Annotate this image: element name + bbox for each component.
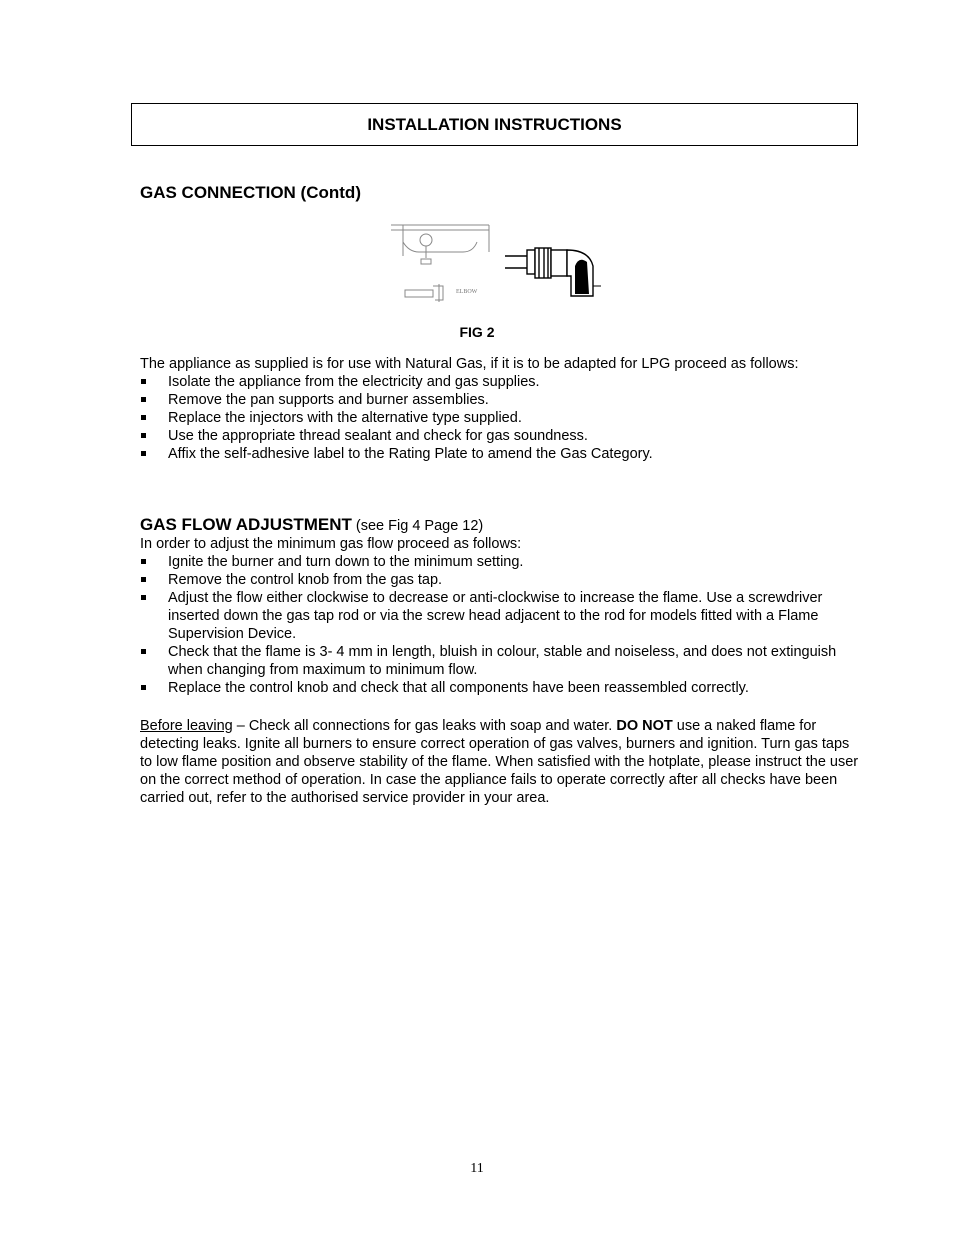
gas-flow-intro: In order to adjust the minimum gas flow proceed as follows:	[140, 536, 522, 552]
page-number: 11	[470, 1161, 484, 1176]
bullet-icon	[141, 433, 146, 438]
gas-flow-steps	[140, 553, 860, 697]
gas-flow-heading-row	[140, 516, 860, 535]
fig2-caption: FIG 2	[459, 324, 495, 340]
before-leaving-paragraph: Before leaving – Check all connections for gas leaks with soap and water. DO NOT use a naked flame for detecting leaks. Ignite all burners to ensure correct operation of gas valves, burners and ignition. Turn gas taps to low flame position and observe stability of the flame. When satisfied with the hotplate, please instruct the user on the correct method of operation. In case the appliance fails to operate correctly after all checks have been carried out, refer to the authorised service provider in your area.	[140, 718, 859, 806]
gas-connection-body	[140, 355, 860, 463]
bullet-icon	[141, 595, 146, 600]
list-item: Remove the pan supports and burner assemblies.	[140, 391, 860, 409]
bullet-icon	[141, 379, 146, 384]
before-leaving-label: Before leaving	[140, 718, 233, 734]
bullet-icon	[141, 451, 146, 456]
list-item: Replace the injectors with the alternative type supplied.	[140, 409, 860, 427]
gas-connection-steps	[140, 373, 860, 463]
list-item: Ignite the burner and turn down to the minimum setting.	[140, 553, 860, 571]
list-item: Replace the control knob and check that all components have been reassembled correctly.	[140, 679, 860, 697]
bullet-icon	[141, 685, 146, 690]
bullet-icon	[141, 577, 146, 582]
list-item: Affix the self-adhesive label to the Rating Plate to amend the Gas Category.	[140, 445, 860, 463]
page-header: INSTALLATION INSTRUCTIONS	[131, 103, 858, 146]
elbow-label: ELBOW	[456, 289, 478, 295]
bullet-icon	[141, 415, 146, 420]
gas-flow-heading-note: (see Fig 4 Page 12)	[355, 518, 484, 534]
list-item: Isolate the appliance from the electricity and gas supplies.	[140, 373, 860, 391]
do-not-emphasis: DO NOT	[616, 718, 673, 734]
bullet-icon	[141, 397, 146, 402]
bullet-icon	[141, 559, 146, 564]
list-item: Use the appropriate thread sealant and check for gas soundness.	[140, 427, 860, 445]
gas-connection-heading: GAS CONNECTION (Contd)	[140, 183, 361, 202]
gas-flow-body	[140, 516, 860, 697]
list-item: Remove the control knob from the gas tap.	[140, 571, 860, 589]
gas-flow-heading: GAS FLOW ADJUSTMENT	[140, 515, 352, 534]
list-item: Check that the flame is 3- 4 mm in length, bluish in colour, stable and noiseless, and does not extinguish when changing from maximum to minimum flow.	[140, 643, 860, 679]
list-item: Adjust the flow either clockwise to decrease or anti-clockwise to increase the flame. Use a screwdriver inserted down the gas tap rod or via the screw head adjacent to the rod for models fitted with a Flame Supervision Device.	[140, 589, 860, 643]
bullet-icon	[141, 649, 146, 654]
fig2-diagram	[389, 222, 604, 304]
gas-connection-intro: The appliance as supplied is for use with Natural Gas, if it is to be adapted for LPG proceed as follows:	[140, 356, 799, 372]
